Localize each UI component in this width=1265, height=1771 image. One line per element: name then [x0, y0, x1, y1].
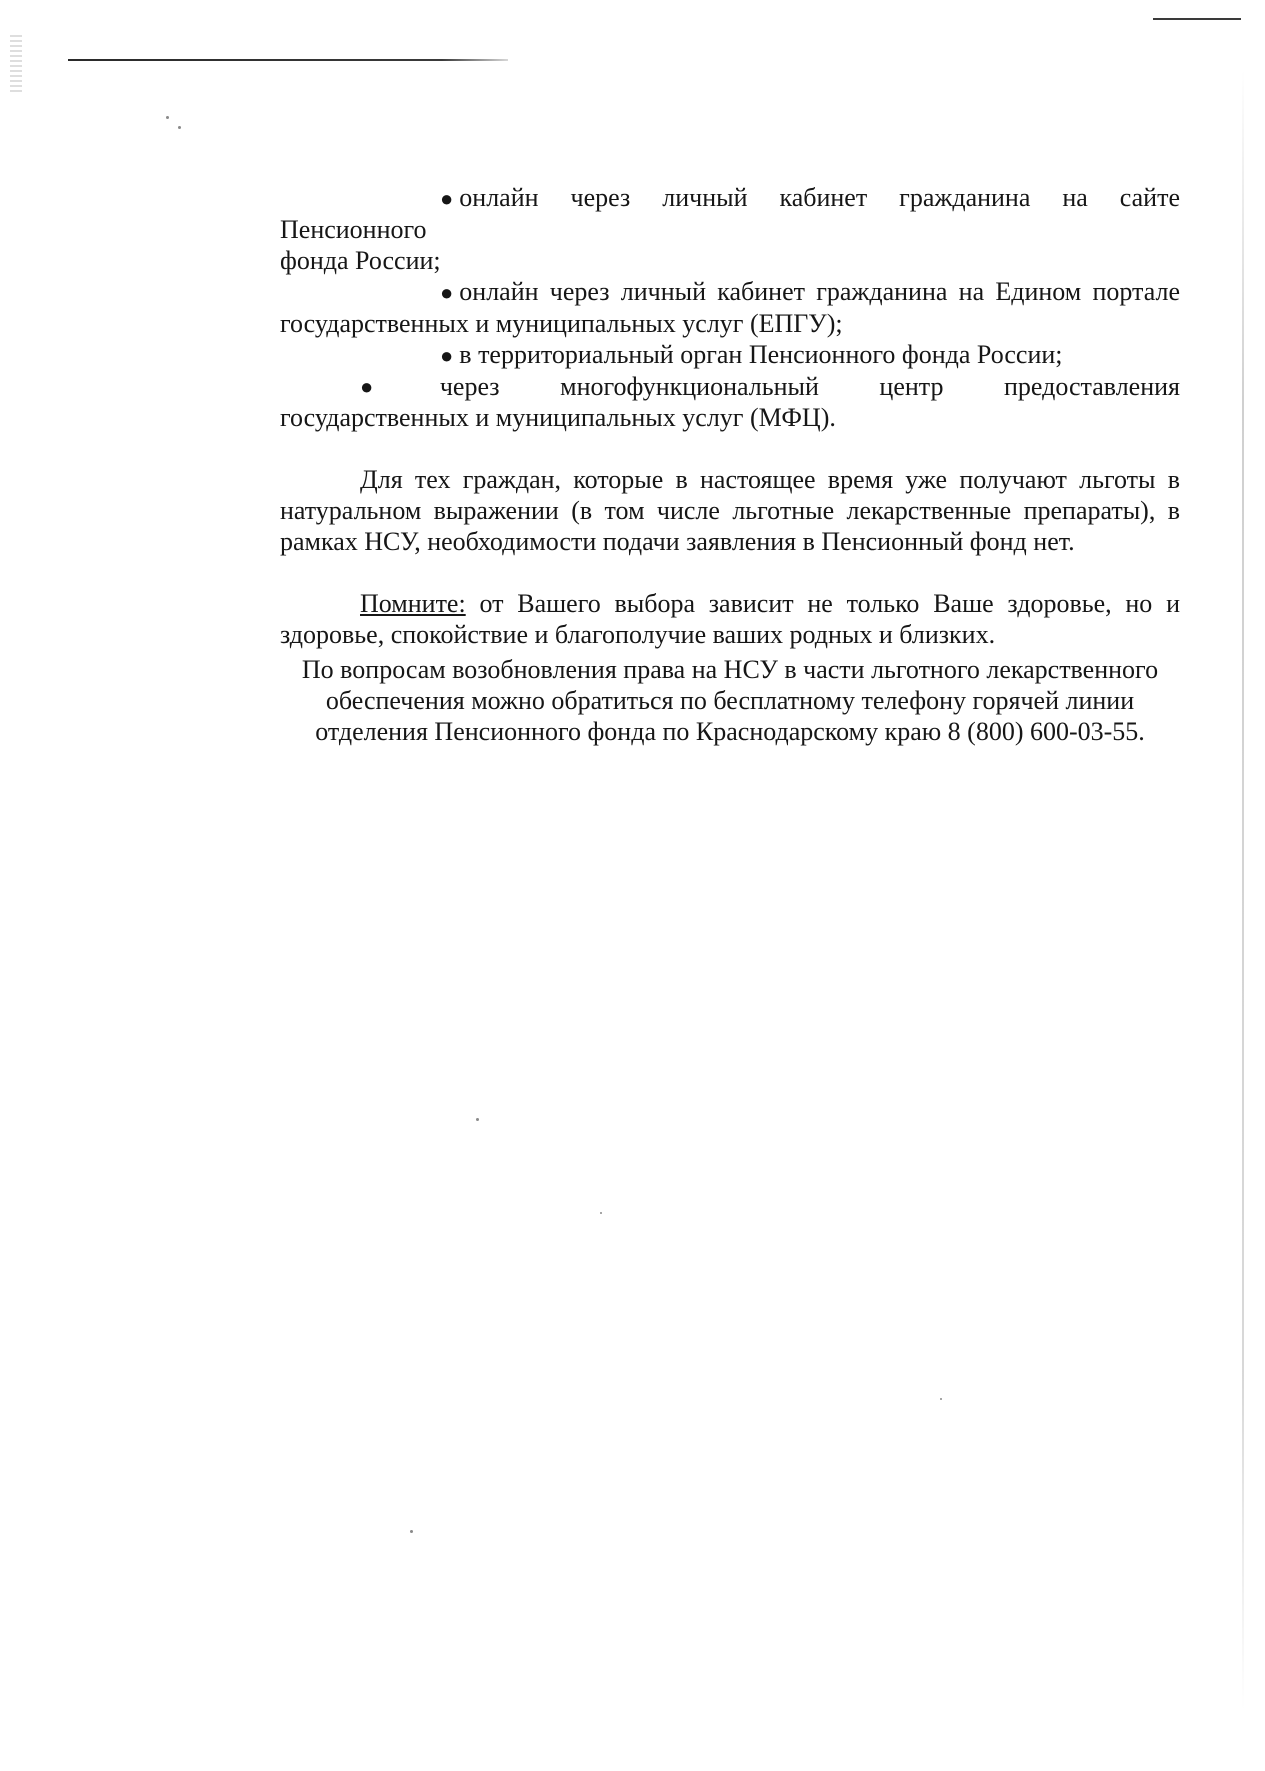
scan-artifact-line	[68, 59, 508, 61]
paragraph-line: здоровье, спокойствие и благополучие ваших родных и близких.	[280, 620, 996, 649]
scan-artifact-corner-line	[1153, 18, 1241, 20]
list-item-continuation: государственных и муниципальных услуг (МФЦ).	[280, 403, 836, 432]
bullet-icon: ●	[360, 374, 374, 399]
list-item-continuation: фонда России;	[280, 246, 441, 275]
bullet-icon: ●	[440, 186, 454, 211]
list-item-word: предоставления	[1004, 372, 1180, 401]
contact-line: По вопросам возобновления права на НСУ в части льготного лекарственного	[301, 655, 1159, 684]
scan-speck	[476, 1118, 479, 1121]
list-item-word: через	[439, 372, 500, 401]
remember-text: от Вашего выбора зависит не только Ваше здоровье, но и	[465, 589, 1180, 618]
paragraph-gap	[280, 433, 1180, 464]
paragraph-line: рамках НСУ, необходимости подачи заявления в Пенсионный фонд нет.	[280, 527, 1075, 556]
document-body	[280, 182, 1180, 650]
scan-speck	[940, 1398, 942, 1400]
hotline-contact-block	[270, 654, 1190, 747]
bullet-icon: ●	[440, 343, 454, 368]
bullet-icon: ●	[440, 280, 454, 305]
scan-artifact-left-edge	[10, 35, 22, 95]
list-item	[280, 182, 1180, 245]
remember-label: Помните:	[360, 589, 466, 618]
list-item-continuation: государственных и муниципальных услуг (ЕПГУ);	[280, 309, 843, 338]
list-item-word: центр	[879, 372, 944, 401]
paragraph-line	[280, 588, 1180, 619]
list-item-word: многофункциональный	[560, 372, 819, 401]
list-item-text: в территориальный орган Пенсионного фонда России;	[459, 340, 1063, 369]
scan-artifact-right-edge	[1242, 70, 1244, 1710]
contact-line: отделения Пенсионного фонда по Краснодарскому краю 8 (800) 600-03-55.	[315, 717, 1145, 746]
list-item	[280, 371, 1180, 402]
list-item	[280, 339, 1180, 371]
scan-speck	[178, 126, 181, 129]
scan-speck	[166, 116, 169, 119]
paragraph-line: натуральном выражении (в том числе льготные лекарственные препараты), в	[280, 496, 1180, 525]
list-item-text: онлайн через личный кабинет гражданина на сайте Пенсионного	[280, 183, 1180, 244]
scan-speck	[600, 1212, 602, 1214]
paragraph-gap	[280, 557, 1180, 588]
paragraph-line: Для тех граждан, которые в настоящее время уже получают льготы в	[360, 465, 1180, 494]
list-item	[280, 276, 1180, 308]
contact-line: обеспечения можно обратиться по бесплатному телефону горячей линии	[325, 686, 1135, 715]
scan-speck	[410, 1530, 413, 1533]
list-item-text: онлайн через личный кабинет гражданина на Едином портале	[459, 277, 1180, 306]
